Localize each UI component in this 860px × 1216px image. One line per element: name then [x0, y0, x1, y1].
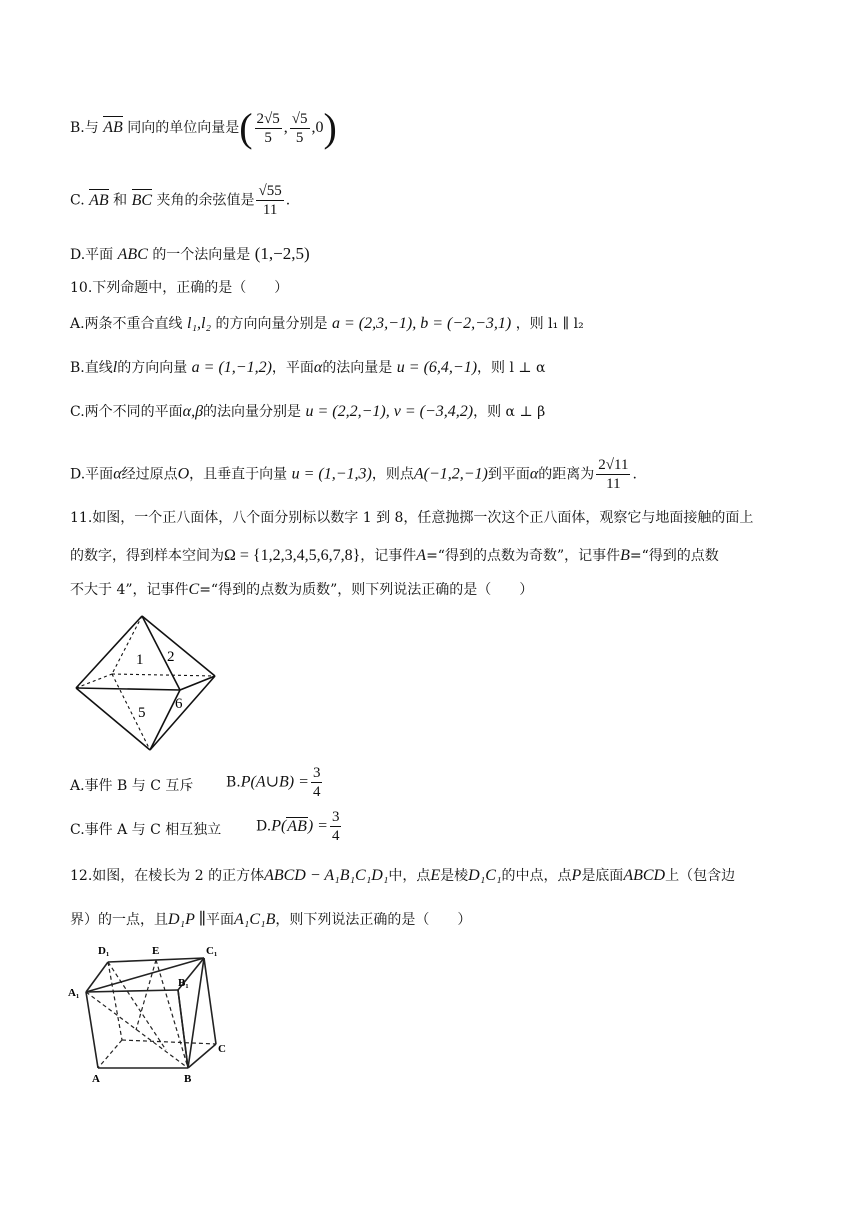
q9-option-b: B.与 AB 同向的单位向量是( $\frac{2√5}{5}$ , $\frac{√5}{5}$ ,0)	[70, 105, 337, 150]
vertex-label-a: A	[92, 1073, 100, 1085]
vertex-label-c1: C₁	[206, 945, 218, 957]
q11-stem-line1: 11.如图，一个正八面体，八个面分别标以数字 1 到 8，任意抛掷一次这个正八面体，观察它与地面接触的面上	[70, 510, 754, 526]
q10-option-b: B.直线l的方向向量 a = (1,−1,2)，平面α的法向量是 u = (6,4,−1)，则 l ⊥ α	[70, 359, 546, 376]
vertex-label-c: C	[218, 1043, 226, 1055]
face-label-1: 1	[136, 652, 144, 668]
fraction: $\frac{3}{4}$	[312, 765, 321, 800]
octahedron-figure	[70, 612, 222, 754]
q10-option-c: C.两个不同的平面α,β的法向量分别是 u = (2,2,−1), v = (−3,4,2)，则 α ⊥ β	[70, 403, 546, 420]
fraction: $\frac{2√11}{11}$	[598, 457, 629, 492]
face-label-5: 5	[138, 705, 146, 721]
q11-option-a: A.事件 B 与 C 互斥	[70, 778, 194, 794]
vertex-label-a1: A₁	[68, 987, 80, 999]
q11-option-c: C.事件 A 与 C 相互独立	[70, 822, 222, 838]
fraction: $\frac{3}{4}$	[331, 809, 340, 844]
vector-ab: AB	[89, 191, 109, 211]
vertex-label-e: E	[152, 945, 160, 957]
q12-stem-line1: 12.如图，在棱长为 2 的正方体ABCD − A₁B₁C₁D₁中，点E是棱D₁C₁的中点，点P是底面ABCD上（包含边	[70, 867, 736, 884]
q10-option-a: A.两条不重合直线 l₁,l₂ 的方向向量分别是 a = (2,3,−1), b = (−2,−3,1) ，则 l₁ ∥ l₂	[70, 315, 584, 332]
q11-option-d: D.P(AB) = $\frac{3}{4}$	[256, 809, 340, 844]
vertex-label-b1: B₁	[178, 977, 189, 989]
q11-option-b: B.P(A∪B) = $\frac{3}{4}$	[226, 765, 321, 800]
q11-stem-line3: 不大于 4”，记事件C=“得到的点数为质数”，则下列说法正确的是（ ）	[70, 581, 534, 598]
q12-stem-line2: 界）的一点，且D₁P ∥平面A₁C₁B，则下列说法正确的是（ ）	[70, 911, 472, 928]
vertex-label-d1: D₁	[98, 945, 110, 957]
q10-stem: 10.下列命题中，正确的是（ ）	[70, 280, 289, 296]
fraction: $\frac{√55}{11}$	[258, 183, 282, 218]
vector-ab: AB	[103, 118, 123, 138]
q10-option-d: D.平面α经过原点O，且垂直于向量 u = (1,−1,3)，则点A(−1,2,−1)到平面α的距离为 $\frac{2√11}{11}$ .	[70, 457, 637, 492]
fraction: $\frac{√5}{5}$	[291, 110, 308, 146]
q9-option-d: D.平面 ABC 的一个法向量是 (1,−2,5)	[70, 244, 310, 263]
face-label-6: 6	[175, 696, 183, 712]
face-label-2: 2	[167, 649, 175, 665]
q9-option-c: C. AB 和 BC 夹角的余弦值是 $\frac{√55}{11}$ .	[70, 183, 291, 218]
vector-bc: BC	[132, 191, 152, 211]
vertex-label-b: B	[184, 1073, 192, 1085]
fraction: $\frac{2√5}{5}$	[256, 110, 280, 146]
q11-stem-line2: 的数字，得到样本空间为Ω = {1,2,3,4,5,6,7,8}，记事件A=“得到的点数为奇数”，记事件B=“得到的点数	[70, 547, 719, 564]
cube-figure	[66, 940, 246, 1090]
